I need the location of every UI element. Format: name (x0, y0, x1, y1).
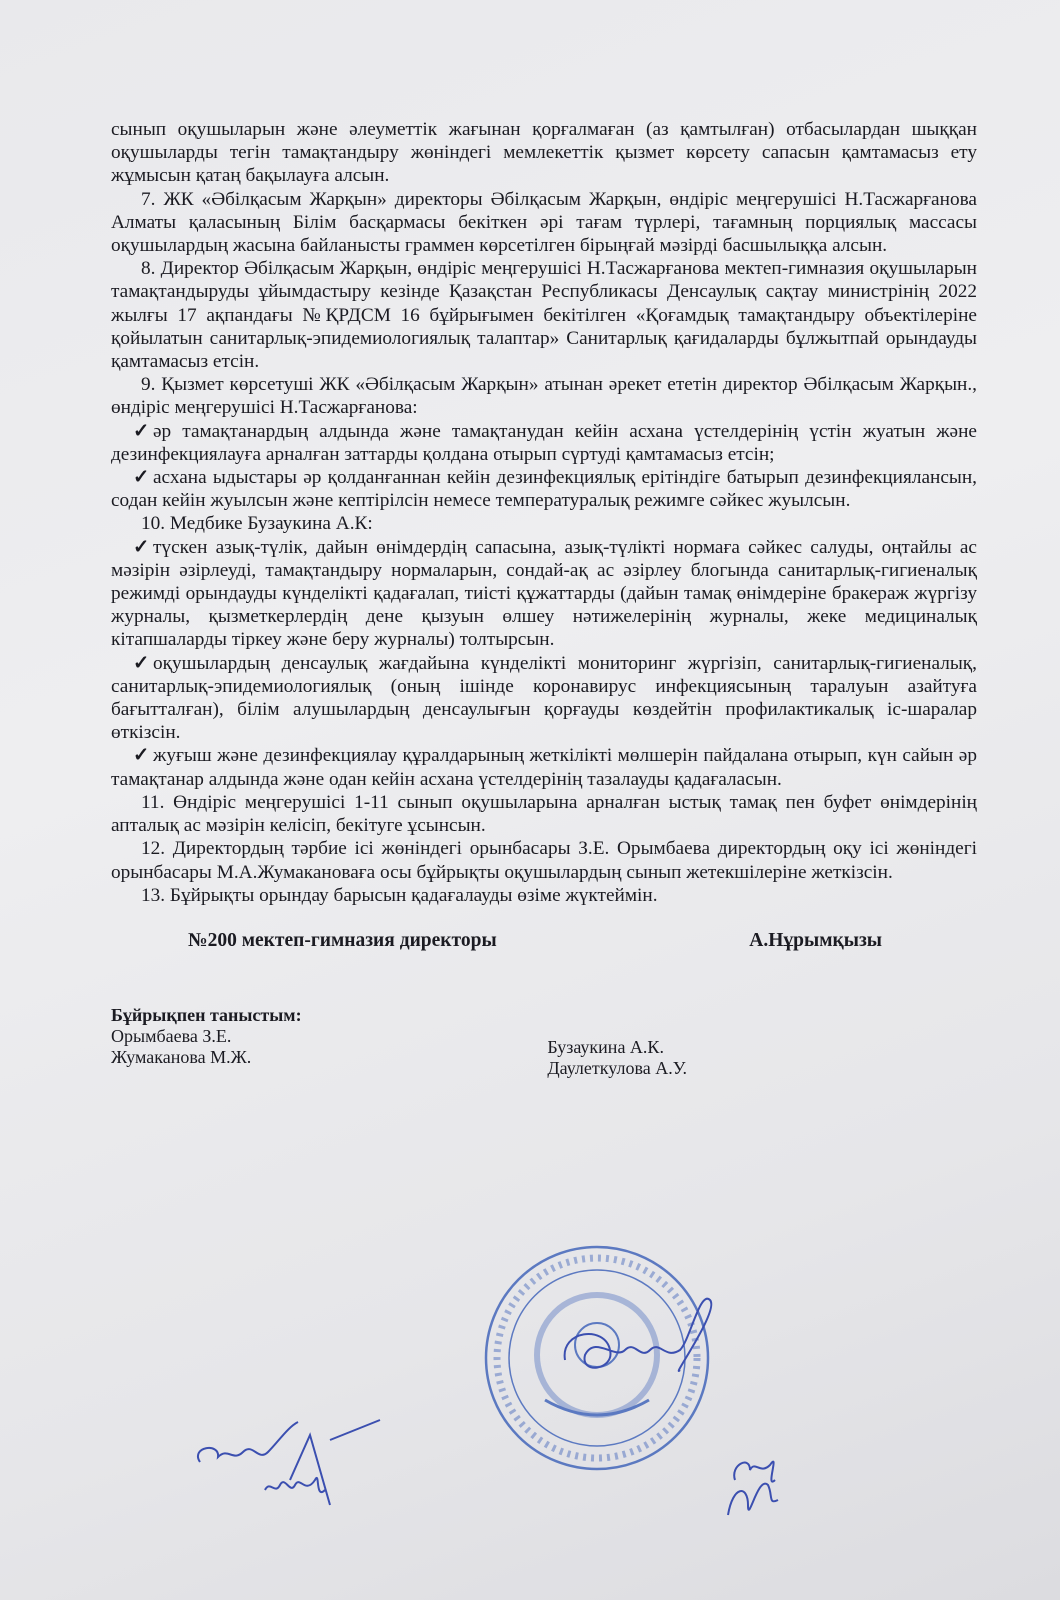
check-icon: ✓ (133, 652, 150, 674)
paragraph: 11. Өндіріс меңгерушісі 1-11 сынып оқушыларына арналған ыстық тамақ пен буфет өнімдерінің апталық ас мәзірін келісіп, бекітуге ұсынсын. (111, 791, 977, 837)
dauletkulova-signature (728, 1484, 778, 1515)
acknowledgement-heading: Бұйрықпен таныстым: (111, 1004, 302, 1025)
checklist-item (111, 744, 977, 790)
checklist-text: оқушылардың денсаулық жағдайына күнделікті мониторинг жүргізіп, санитарлық-гигиеналық, санитарлық-эпидемиологиялық (оның ішінде коронавирус инфекциясының таралуын азайтуға бағытталған), білім алушылардың денсаулығын қорғауды көздейтін профилактикалық іс-шаралар өткізсін. (111, 652, 977, 744)
buzaukina-signature (734, 1462, 775, 1482)
zhumakanova-signature (265, 1478, 325, 1492)
paragraph: сынып оқушыларын және әлеуметтік жағынан қорғалмаған (аз қамтылған) отбасылардан шыққан оқушыларды тегін тамақтандыру жөніндегі мемлекеттік қызмет көрсету сапасын қамтамасыз ету жұмысын қатаң бақылауға алсын. (111, 119, 977, 187)
acknowledgement-left (111, 1005, 302, 1079)
ack-name: Бузаукина А.К. (547, 1036, 664, 1057)
paragraph: 12. Директордың тәрбие ісі жөніндегі орынбасары З.Е. Орымбаева директордың оқу ісі жөніндегі орынбасары М.А.Жумакановаға осы бұйрықты оқушылардың сынып жетекшілеріне жеткізсін. (111, 838, 977, 883)
checklist-text: түскен азық-түлік, дайын өнімдердің сапасына, азық-түлікті нормаға сәйкес салуды, оңтайлы ас мәзірін әзірлеуді, тамақтандыру нормаларын, сондай-ақ ас әзірлеу блогында санитарлық-гигиеналық режимді орындауды күнделікті қадағалап, тиісті құжаттарды (дайын тамақ өнімдеріне бракераж жүргізу журналы, қызметкерлердің дене қызуын өлшеу нәтижелерінің журналы, жеке медициналық кітапшаларды тіркеу және беру журналы) толтырсын. (111, 536, 977, 651)
checklist-item (111, 420, 977, 466)
paragraph: 9. Қызмет көрсетуші ЖК «Әбілқасым Жарқын» атынан әрекет ететін директор Әбілқасым Жарқын., өндіріс меңгерушісі Н.Тасжарғанова: (111, 374, 977, 419)
acknowledgement-right (547, 1037, 687, 1079)
paragraph: 10. Медбике Бузаукина А.К: (141, 513, 373, 535)
paragraph: 8. Директор Әбілқасым Жарқын, өндіріс меңгерушісі Н.Тасжарғанова мектеп-гимназия оқушыларын тамақтандыруды ұйымдастыру кезінде Қазақстан Республикасы Денсаулық сақтау министрінің 2022 жылғы 17 ақпандағы №ҚРДСМ 16 бұйрығымен бекітілген «Қоғамдық тамақтандыру объектілеріне қойылатын санитарлық-эпидемиологиялық талаптар» Санитарлық қағидаларды бұлжытпай орындауды қамтамасыз етсін. (111, 258, 977, 373)
check-icon: ✓ (133, 467, 150, 489)
check-icon: ✓ (133, 536, 150, 558)
paragraph: 13. Бұйрықты орындау барысын қадағалауды өзіме жүктеймін. (141, 884, 658, 906)
checklist-item (111, 536, 977, 652)
signature-title: №200 мектеп-гимназия директоры (188, 929, 497, 951)
document-body (111, 118, 977, 907)
ack-name: Орымбаева З.Е. (111, 1025, 232, 1046)
paragraph: 7. ЖК «Әбілқасым Жарқын» директоры Әбілқасым Жарқын, өндіріс меңгерушісі Н.Тасжарғанова Алматы қаласының Білім басқармасы бекіткен әрі тағам түрлері, тағамның порциялық массасы оқушылардың жасына байланысты граммен көрсетілген бірыңғай мәзірді басшылыққа алсын. (111, 188, 977, 257)
checklist-text: жуғыш және дезинфекциялау құралдарының жеткілікті мөлшерін пайдалана отырып, күн сайын әр тамақтанар алдында және одан кейін асхана үстелдерінің тазалауды қадағаласын. (111, 745, 977, 790)
official-stamp (484, 1245, 710, 1471)
checklist-item (111, 466, 977, 512)
orymbaeva-signature (198, 1420, 380, 1505)
acknowledgements (111, 1005, 977, 1079)
check-icon: ✓ (133, 745, 150, 767)
signature-name: А.Нұрымқызы (749, 929, 882, 951)
ack-name: Даулеткулова А.У. (547, 1057, 687, 1078)
document-page (111, 118, 977, 1079)
checklist-item (111, 652, 977, 745)
checklist-text: әр тамақтанардың алдында және тамақтанудан кейін асхана үстелдерінің үстін жуатын және дезинфекциялауға арналған заттарды қолдана отырып сүртуді қамтамасыз етсін; (111, 420, 977, 465)
director-signature (565, 1299, 712, 1371)
checklist-text: асхана ыдыстары әр қолданғаннан кейін дезинфекциялық ерітіндіге батырып дезинфекциялансын, содан кейін жуылсын және кептірілсін немесе температуралық режимге сәйкес жуылсын. (111, 467, 977, 512)
check-icon: ✓ (133, 420, 150, 442)
ack-name: Жумаканова М.Ж. (111, 1046, 252, 1067)
signature-block (111, 929, 977, 953)
